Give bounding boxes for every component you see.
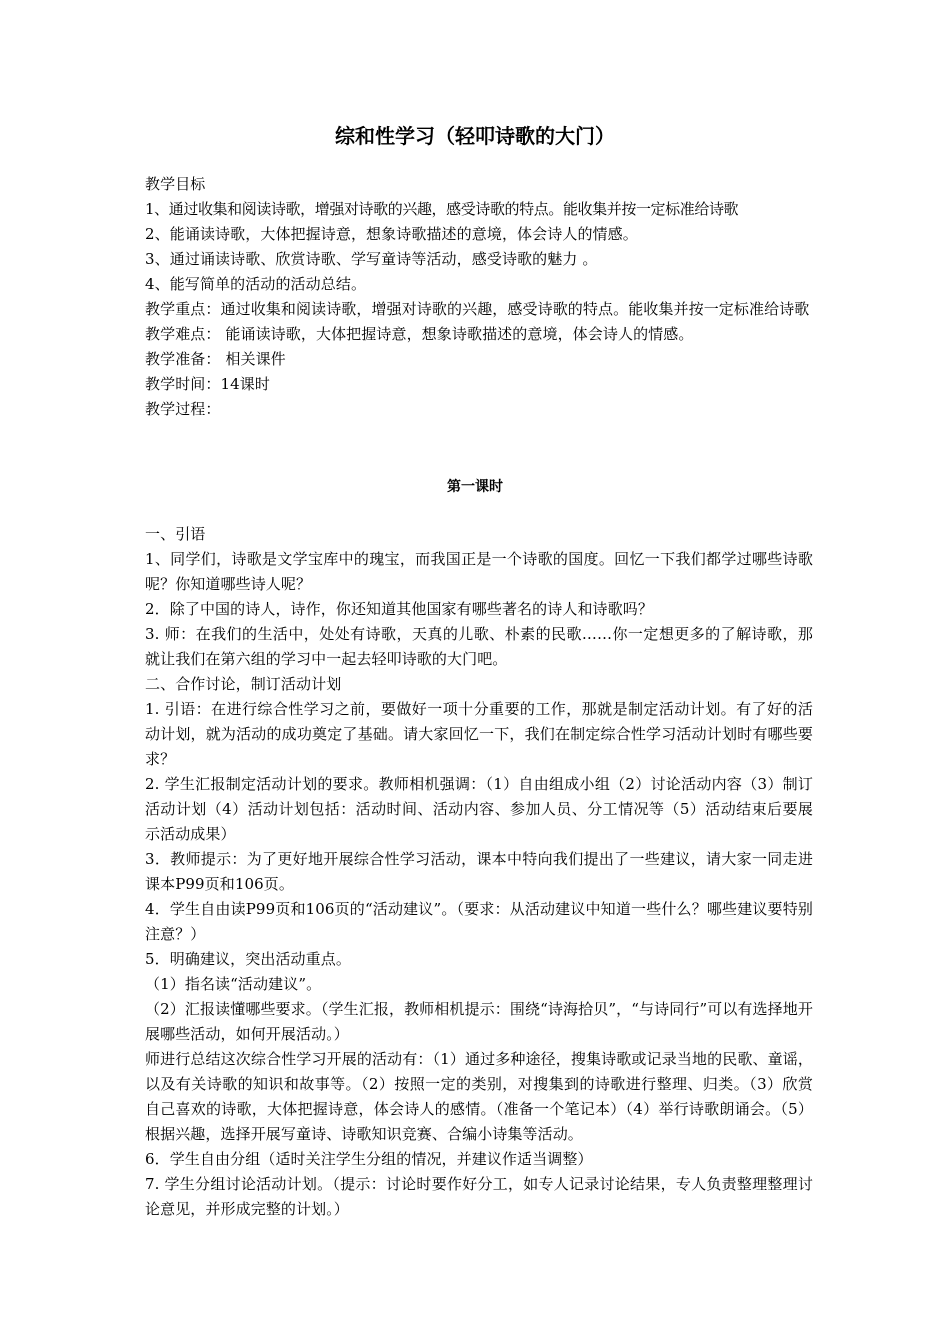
- paragraph: 2．除了中国的诗人，诗作，你还知道其他国家有哪些著名的诗人和诗歌吗？: [145, 600, 653, 618]
- intro-section: [145, 172, 813, 422]
- document-title: 综和性学习（轻叩诗歌的大门）: [335, 124, 615, 148]
- paragraph: 2. 学生汇报制定活动计划的要求。教师相机强调：（1）自由组成小组（2）讨论活动内容（3）制订活动计划（4）活动计划包括：活动时间、活动内容、参加人员、分工情况等（5）活动结束后要展示活动成果）: [145, 775, 813, 843]
- paragraph: 教学时间：14课时: [145, 375, 270, 393]
- paragraph: 师进行总结这次综合性学习开展的活动有：（1）通过多种途径，搜集诗歌或记录当地的民歌、童谣，以及有关诗歌的知识和故事等。（2）按照一定的类别，对搜集到的诗歌进行整理、归类。（3）欣赏自己喜欢的诗歌，大体把握诗意，体会诗人的感情。（准备一个笔记本）（4）举行诗歌朗诵会。（5）根据兴趣，选择开展写童诗、诗歌知识竞赛、合编小诗集等活动。: [145, 1050, 813, 1143]
- paragraph: 5．明确建议，突出活动重点。: [145, 950, 351, 968]
- paragraph: 6．学生自由分组（适时关注学生分组的情况，并建议作适当调整）: [145, 1150, 593, 1168]
- paragraph: 3、通过诵读诗歌、欣赏诗歌、学写童诗等活动，感受诗歌的魅力 。: [145, 250, 598, 268]
- paragraph: 教学重点：通过收集和阅读诗歌，增强对诗歌的兴趣，感受诗歌的特点。能收集并按一定标准给诗歌: [145, 300, 810, 318]
- paragraph: （2）汇报读懂哪些要求。（学生汇报，教师相机提示：围绕“诗海拾贝”，“与诗同行”可以有选择地开展哪些活动，如何开展活动。）: [145, 1000, 813, 1043]
- paragraph: 一、引语: [145, 525, 206, 543]
- paragraph: 7. 学生分组讨论活动计划。（提示：讨论时要作好分工，如专人记录讨论结果，专人负责整理整理讨论意见，并形成完整的计划。）: [145, 1175, 813, 1218]
- paragraph: 1、同学们，诗歌是文学宝库中的瑰宝，而我国正是一个诗歌的国度。回忆一下我们都学过哪些诗歌呢？你知道哪些诗人呢？: [145, 550, 813, 593]
- paragraph: 教学过程：: [145, 400, 221, 418]
- lesson-heading: 第一课时: [447, 479, 503, 495]
- body-section: [145, 522, 813, 1222]
- paragraph: 二、合作讨论，制订活动计划: [145, 675, 342, 693]
- paragraph: 教学目标: [145, 175, 206, 193]
- paragraph: 3. 师：在我们的生活中，处处有诗歌，天真的儿歌、朴素的民歌……你一定想更多的了解诗歌，那就让我们在第六组的学习中一起去轻叩诗歌的大门吧。: [145, 625, 813, 668]
- paragraph: 2、能诵读诗歌，大体把握诗意，想象诗歌描述的意境，体会诗人的情感。: [145, 225, 638, 243]
- paragraph: 4、能写简单的活动的活动总结。: [145, 275, 367, 293]
- paragraph: 教学准备： 相关课件: [145, 350, 286, 368]
- paragraph: 4．学生自由读P99页和106页的“活动建议”。（要求：从活动建议中知道一些什么？哪些建议要特别注意？）: [145, 900, 813, 943]
- paragraph: 1. 引语：在进行综合性学习之前，要做好一项十分重要的工作，那就是制定活动计划。有了好的活动计划，就为活动的成功奠定了基础。请大家回忆一下，我们在制定综合性学习活动计划时有哪些要求？: [145, 700, 813, 768]
- paragraph: 3．教师提示：为了更好地开展综合性学习活动，课本中特向我们提出了一些建议，请大家一同走进课本P99页和106页。: [145, 850, 813, 893]
- paragraph: 教学难点： 能诵读诗歌，大体把握诗意，想象诗歌描述的意境，体会诗人的情感。: [145, 325, 694, 343]
- paragraph: （1）指名读“活动建议”。: [145, 975, 322, 993]
- paragraph: 1、通过收集和阅读诗歌，增强对诗歌的兴趣，感受诗歌的特点。能收集并按一定标准给诗歌: [145, 200, 739, 218]
